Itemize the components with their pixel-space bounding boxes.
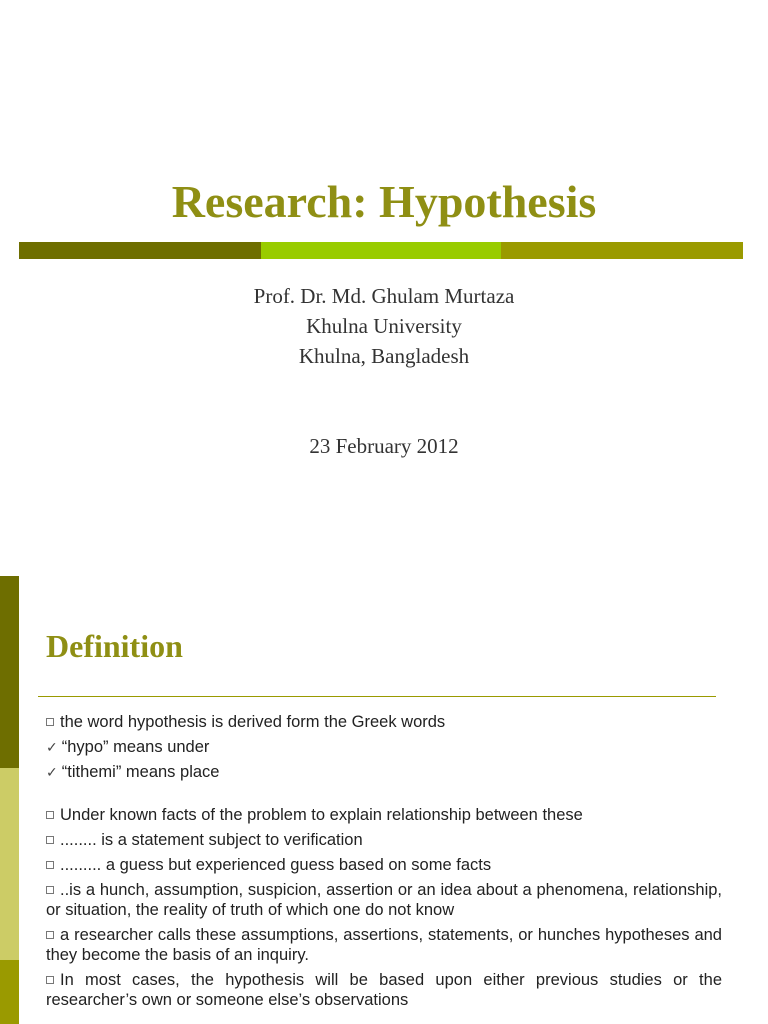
side-bar-olive — [0, 960, 19, 1024]
square-bullet-icon — [46, 718, 54, 726]
list-item: the word hypothesis is derived form the Greek words — [46, 712, 722, 732]
check-icon: ✓ — [46, 764, 58, 780]
color-bar-olive — [501, 242, 743, 259]
list-item: ✓ “hypo” means under — [46, 738, 210, 756]
slide-title: Research: Hypothesis — [171, 176, 597, 227]
definition-list — [46, 712, 722, 1015]
side-bar-light — [0, 768, 19, 960]
location: Khulna, Bangladesh — [298, 344, 470, 368]
list-item: Under known facts of the problem to explain relationship between these — [46, 805, 722, 825]
definition-slide — [0, 576, 768, 1024]
institution: Khulna University — [306, 314, 462, 338]
list-item: a researcher calls these assumptions, assertions, statements, or hunches hypotheses and they become the basis of an inquiry. — [46, 926, 722, 964]
list-item: ........ is a statement subject to verification — [46, 830, 722, 850]
author-block — [0, 281, 768, 371]
side-color-bars — [0, 576, 19, 1024]
square-bullet-icon — [46, 976, 54, 984]
list-item: ✓ “tithemi” means place — [46, 763, 220, 781]
square-bullet-icon — [46, 811, 54, 819]
presentation-date: 23 February 2012 — [309, 434, 459, 458]
color-bar-dark — [19, 242, 261, 259]
check-icon: ✓ — [46, 739, 58, 755]
square-bullet-icon — [46, 886, 54, 894]
side-bar-dark — [0, 576, 19, 768]
color-bar-bright — [261, 242, 501, 259]
title-color-bars — [19, 242, 743, 259]
list-item: In most cases, the hypothesis will be based upon either previous studies or the researcher’s own or someone else’s observations — [46, 971, 722, 1009]
list-item: ..is a hunch, assumption, suspicion, assertion or an idea about a phenomena, relationship, or situation, the reality of truth of which one do not know — [46, 881, 722, 919]
list-item: ......... a guess but experienced guess based on some facts — [46, 855, 722, 875]
square-bullet-icon — [46, 861, 54, 869]
author-name: Prof. Dr. Md. Ghulam Murtaza — [253, 284, 515, 308]
square-bullet-icon — [46, 931, 54, 939]
square-bullet-icon — [46, 836, 54, 844]
definition-title: Definition — [46, 628, 183, 664]
title-divider — [38, 696, 716, 697]
